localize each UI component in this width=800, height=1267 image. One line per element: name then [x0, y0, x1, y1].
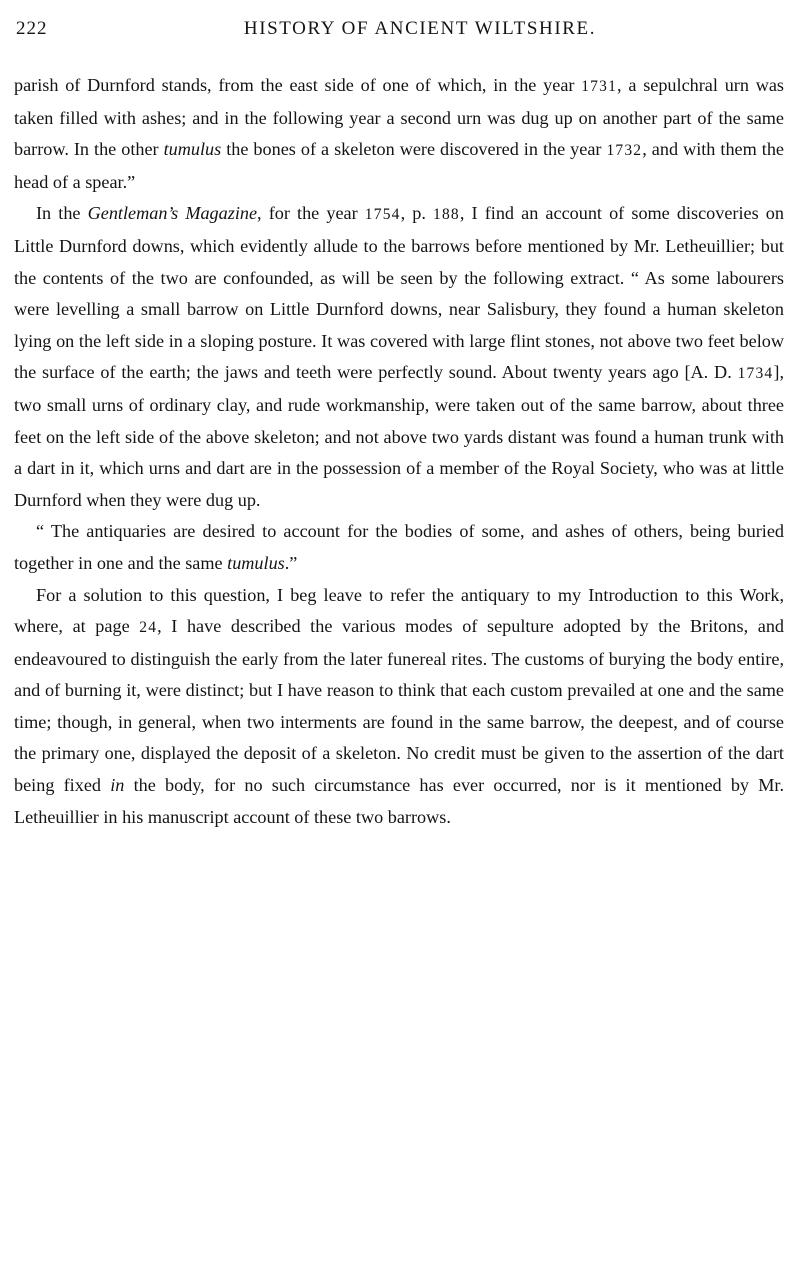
paragraph-2: [14, 198, 784, 516]
paragraph-4: [14, 580, 784, 834]
italic-text: tumulus: [227, 552, 285, 573]
text-run: the body, for no such circumstance has ever occurred, nor is it mentioned by Mr. Letheuillier in his manuscript account of these two barrows.: [14, 775, 785, 827]
paragraph-3: [14, 516, 784, 579]
text-run: For a solution to this question, I beg leave to refer the antiquary to my Introduction to this Work, where, at page: [14, 584, 784, 637]
numeral-text: 1732: [606, 142, 643, 160]
numeral-text: 188: [433, 206, 460, 224]
italic-text: in: [110, 775, 125, 796]
text-run: , I have described the various modes of sepulture adopted by the Britons, and endeavoured to distinguish the early from the later funereal rites. The customs of burying the body entire, and of burning it, were distinct; but I have reason to think that each custom prevailed at one and the same time; though, in general, when two interments are found in the same barrow, the deepest, and of course the primary one, displayed the deposit of a skeleton. No credit must be given to the assertion of the dart being fixed: [14, 616, 785, 796]
text-run: ], two small urns of ordinary clay, and rude workmanship, were taken out of the same barrow, about three feet on the left side of the above skeleton; and not above two yards distant was found a human trunk with a dart in it, which urns and dart are in the possession of a member of the Royal Society, who was at little Durnford when they were dug up.: [14, 362, 784, 510]
numeral-text: 1754: [364, 206, 401, 224]
text-run: the bones of a skeleton were discovered in the year: [221, 139, 607, 160]
text-run: , p.: [400, 203, 434, 224]
text-run: parish of Durnford stands, from the east side of one of which, in the year: [14, 75, 582, 95]
page-header: [14, 18, 786, 48]
text-run: .”: [284, 552, 298, 573]
italic-text: tumulus: [163, 139, 222, 160]
body-text: [14, 70, 784, 833]
text-run: , a sepulchral urn was taken filled with ashes; and in the following year a second urn was dug up on another part of the same barrow. In the other: [14, 75, 785, 160]
text-run: , I find an account of some discoveries on Little Durnford downs, which evidently allude to the barrows before mentioned by Mr. Letheuillier; but the contents of the two are confounded, as will be seen by the following extract. “ As some labourers were levelling a small barrow on Little Durnford downs, near Salisbury, they found a human skeleton lying on the left side in a sloping posture. It was covered with large flint stones, not above two feet below the surface of the earth; the jaws and teeth were perfectly sound. About twenty years ago [A. D.: [14, 203, 784, 383]
running-title: HISTORY OF ANCIENT WILTSHIRE.: [243, 18, 597, 39]
numeral-text: 1734: [737, 365, 774, 383]
page-number: 222: [16, 18, 48, 39]
text-run: , for the year: [257, 203, 365, 224]
numeral-text: 1731: [581, 78, 618, 95]
paragraph-1: [14, 70, 784, 198]
italic-text: Gentleman’s Magazine: [87, 203, 258, 224]
text-run: In the: [36, 203, 88, 224]
text-run: “ The antiquaries are desired to account for the bodies of some, and ashes of others, being buried together in one and the same: [14, 521, 784, 573]
text-run: , and with them the head of a spear.”: [14, 139, 784, 192]
numeral-text: 24: [139, 619, 158, 637]
